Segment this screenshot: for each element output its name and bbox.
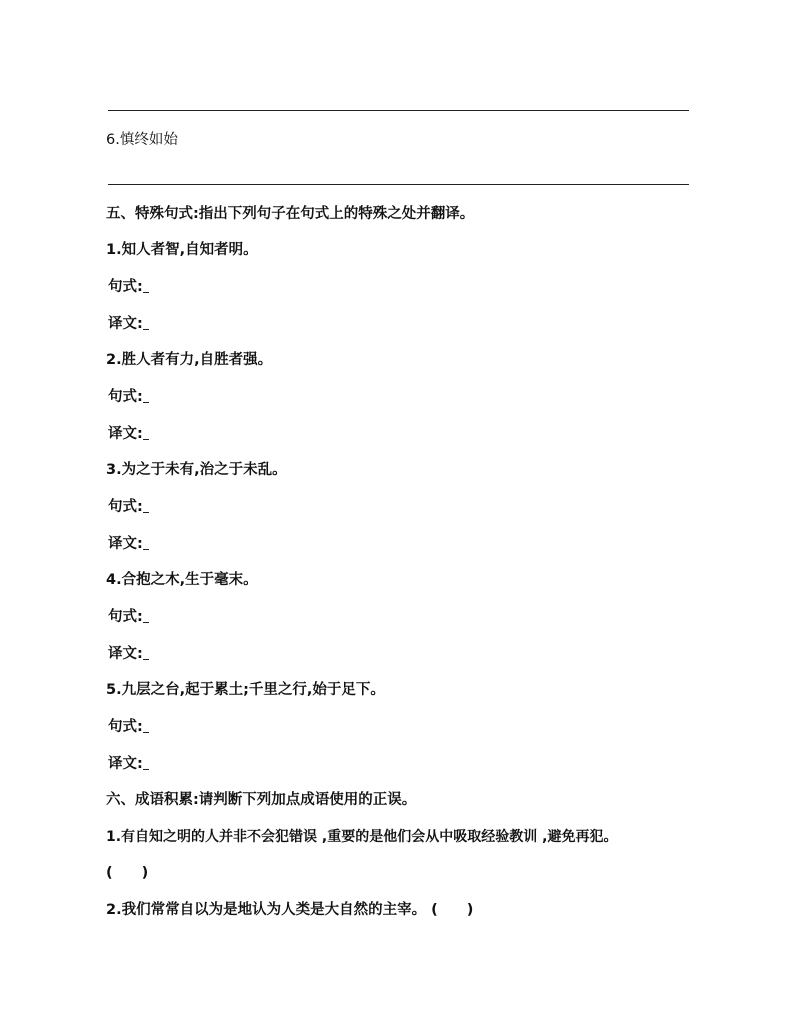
sentence-pattern-label: 句式:: [108, 499, 143, 515]
answer-blank[interactable]: [143, 425, 149, 440]
s5-q4-translation-answer: [108, 644, 149, 664]
translation-label: 译文:: [108, 536, 143, 552]
sentence-pattern-label: 句式:: [108, 609, 143, 625]
s5-q5-sentence-answer: [108, 717, 149, 737]
answer-blank[interactable]: [143, 608, 149, 623]
sentence-pattern-label: 句式:: [108, 719, 143, 735]
translation-label: 译文:: [108, 316, 143, 332]
s5-q2-translation-answer: [108, 424, 149, 444]
answer-rule-item-6: [108, 184, 689, 185]
translation-label: 译文:: [108, 646, 143, 662]
answer-blank[interactable]: [143, 498, 149, 513]
s5-q4-sentence-answer: [108, 607, 149, 627]
s5-question-5: 5.九层之台,起于累土;千里之行,始于足下。: [106, 682, 385, 698]
answer-blank[interactable]: [143, 535, 149, 550]
sentence-pattern-label: 句式:: [108, 279, 143, 295]
s5-q1-translation-answer: [108, 314, 149, 334]
answer-blank[interactable]: [143, 645, 149, 660]
s5-q3-sentence-answer: [108, 497, 149, 517]
answer-blank[interactable]: [143, 755, 149, 770]
answer-blank[interactable]: [143, 315, 149, 330]
s6-question-1: 1.有自知之明的人并非不会犯错误 ,重要的是他们会从中吸取经验教训 ,避免再犯。: [106, 829, 618, 845]
answer-rule-top: [108, 110, 689, 111]
translation-label: 译文:: [108, 756, 143, 772]
section-5-heading: 五、特殊句式:指出下列句子在句式上的特殊之处并翻译。: [106, 206, 475, 222]
s5-q2-sentence-answer: [108, 387, 149, 407]
s5-question-1: 1.知人者智,自知者明。: [106, 242, 258, 258]
s5-question-2: 2.胜人者有力,自胜者强。: [106, 352, 273, 368]
sentence-pattern-label: 句式:: [108, 389, 143, 405]
answer-blank[interactable]: [143, 718, 149, 733]
s5-q3-translation-answer: [108, 534, 149, 554]
s6-q1-answer-parentheses[interactable]: ( ): [106, 865, 149, 881]
s6-question-2: 2.我们常常自以为是地认为人类是大自然的主宰。 ( ): [106, 902, 474, 918]
item-6: 6.慎终如始: [106, 132, 178, 148]
section-6-heading: 六、成语积累:请判断下列加点成语使用的正误。: [106, 792, 417, 808]
s5-q5-translation-answer: [108, 754, 149, 774]
answer-blank[interactable]: [143, 278, 149, 293]
answer-blank[interactable]: [143, 388, 149, 403]
s5-q1-sentence-answer: [108, 277, 149, 297]
s5-question-3: 3.为之于未有,治之于未乱。: [106, 462, 287, 478]
s5-question-4: 4.合抱之木,生于毫末。: [106, 572, 258, 588]
translation-label: 译文:: [108, 426, 143, 442]
